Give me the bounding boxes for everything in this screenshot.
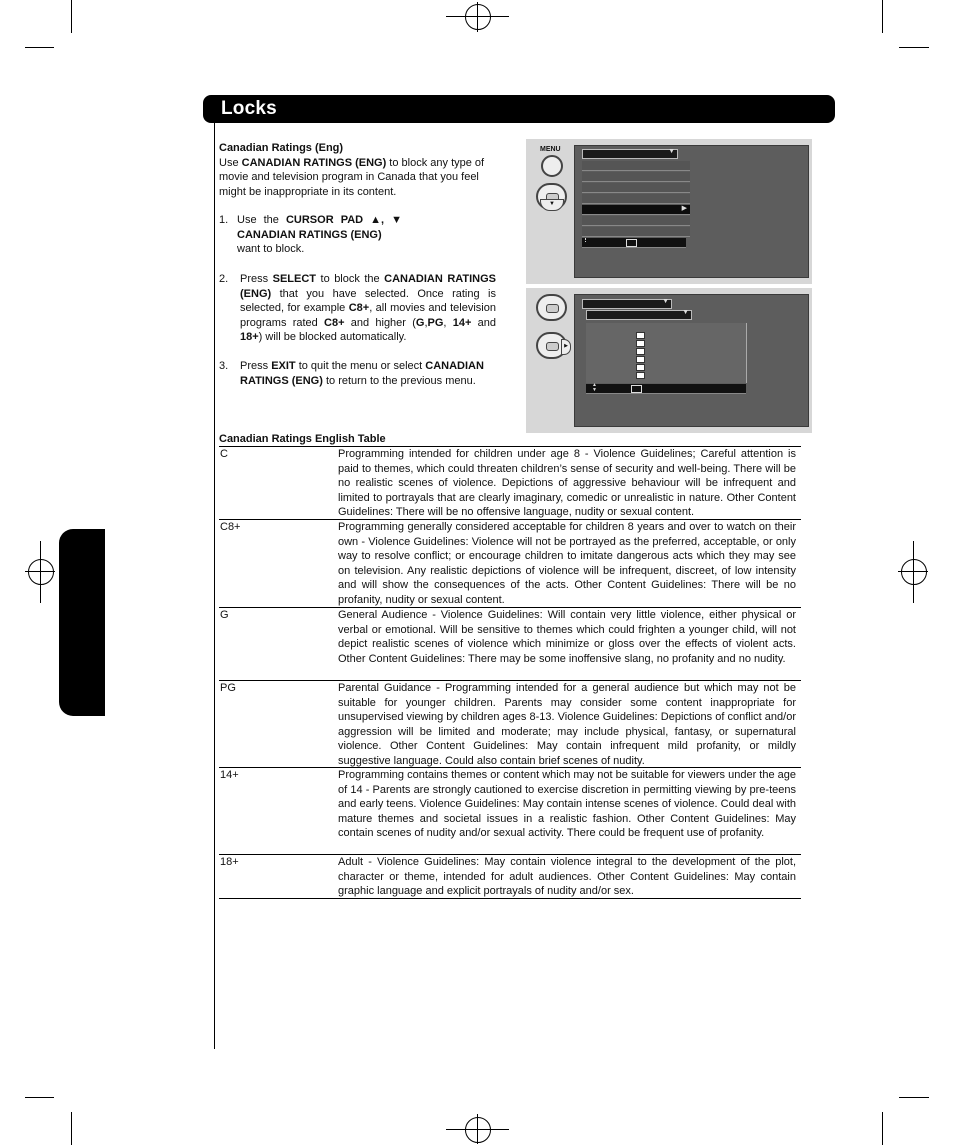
crop-mark [25,47,54,48]
crop-mark [882,0,883,33]
table-bottom-rule [219,898,801,899]
text-bold: G [415,316,425,329]
text-bold: EXIT [271,360,296,372]
crop-mark [71,0,72,33]
text: that you have selected. Once rating is selected, for example [240,287,496,315]
select-icon [626,239,637,247]
text-bold: 18+ [240,331,259,344]
text-bold: PG [427,316,444,329]
text: want to block. [237,243,305,256]
submenu-dropdown [586,310,692,320]
registration-mark [901,559,927,585]
step-text [237,213,407,257]
text-bold: C8+ [348,302,370,315]
rating-description: Adult - Violence Guidelines: May contain violence integral to the development of the plot, character or theme, intended for adult audiences. Other Content Guidelines: May contain graphic language and explicit portrayals of nudity and/or sex. [338,856,796,898]
crop-mark [71,1112,72,1145]
text: , [424,316,428,329]
table-row [219,854,801,899]
text: and higher ( [344,316,416,329]
step-text [240,359,496,388]
menu-row [582,183,690,193]
text-bold: CURSOR PAD ▲, ▼ [285,214,403,226]
margin-rule [214,123,215,1049]
table-title: Canadian Ratings English Table [219,433,386,445]
menu-row [582,227,690,237]
text: ) will be blocked automatically. [258,331,407,344]
right-arrow-icon: ▶ [561,339,571,355]
step-2 [219,272,496,347]
step-number: 2. [219,273,229,285]
menu-dropdown [582,299,672,309]
text-bold: SELECT [272,273,317,285]
text-bold: 14+ [452,316,472,329]
lock-icon [636,364,645,371]
ratings-list [586,323,747,383]
lock-icon [636,332,645,339]
menu-footer [586,384,746,394]
crop-mark [882,1112,883,1145]
tv-screen [574,294,809,427]
lock-icon [636,348,645,355]
intro-section [219,141,496,199]
menu-row [582,172,690,182]
text-bold: CANADIAN RATINGS (ENG) [240,360,484,387]
dropdown-arrow-icon: ▼ [668,148,675,155]
section-heading: Canadian Ratings (Eng) [219,142,344,154]
registration-mark [465,4,491,30]
text: and [471,316,496,329]
rating-code: C8+ [220,521,241,533]
text: to block any type of movie and television program in Canada that you feel might be inappropriate in its content. [219,156,485,198]
rating-description: Parental Guidance - Programming intended for a general audience but which may not be suitable for younger children. Parents may consider some content inappropriate for unsupervised viewing by children ages 8-13. Violence Guidelines: Depictions of conflict and/or aggression will be limited and moderate; may include physical, fantasy, or supernatural violence. Other Content Guidelines: May contain infrequent mild profanity, or mildly suggestive language. Could also contain brief scenes of nudity. [338,682,796,767]
rating-description: General Audience - Violence Guidelines: Will contain very little violence, either physical or verbal or emotional. Will be sensitive to themes which could frighten a younger child, will not depict realistic scenes of violence which minimize or gloss over the effects of violent acts. Other Content Guidelines: There may be some inoffensive slang, no profanity and no nudity. [338,609,796,665]
text-bold: CANADIAN RATINGS (ENG) [240,273,496,300]
text: Use [219,156,242,169]
section-header-bar [203,95,835,123]
cursor-pad-icon [536,294,567,321]
menu-footer [582,238,686,248]
lock-icon [636,356,645,363]
dropdown-arrow-icon: ▼ [662,298,669,305]
page-title: Locks [221,98,277,119]
text: to block the [316,273,385,285]
lock-icon [636,340,645,347]
text: , all movies and television programs rated [240,302,496,329]
table-row [219,519,801,608]
text-bold: CANADIAN RATINGS (ENG) [241,156,387,169]
rating-code: G [220,609,229,621]
rating-code: 18+ [220,856,239,868]
tv-screen [574,145,809,278]
menu-row [582,161,690,171]
text: Press [240,360,272,372]
text: , [443,316,453,329]
menu-row [582,216,690,226]
intro-paragraph [219,156,496,200]
table-row [219,446,801,520]
chevron-right-icon: ▶ [681,205,687,212]
table-row [219,607,801,681]
step-text [240,272,496,345]
select-icon [631,385,642,393]
menu-row-selected [582,205,690,215]
dropdown-arrow-icon: ▼ [682,309,689,316]
menu-button-label: MENU [540,146,561,153]
rating-description: Programming intended for children under age 8 - Violence Guidelines; Careful attention is paid to themes, which could threaten children’s sense of security and well-being. There will be no realistic scenes of violence. Depictions of aggressive behaviour will be infrequent and limited to portrayals that are clearly imaginary, comedic or unrealistic in nature. Other Content Guidelines: There will be no offensive language, nudity or sexual content. [338,448,796,519]
registration-mark [465,1117,491,1143]
text: to quit the menu or select [295,360,426,372]
step-number: 3. [219,360,229,372]
crop-mark [899,1097,929,1098]
menu-illustration-panel [526,139,812,284]
crop-mark [899,47,929,48]
step-3 [219,359,496,389]
text-bold: C8+ [324,316,345,329]
rating-code: PG [220,682,236,694]
lock-icon [636,372,645,379]
up-down-icon: ▲ ▼ [592,382,597,393]
down-arrow-icon: ▼ [540,199,564,211]
rating-code: C [220,448,228,460]
crop-mark [25,1097,54,1098]
menu-button [541,155,563,177]
navigation-icon [585,238,590,242]
step-number: 1. [219,214,229,226]
rating-description: Programming generally considered acceptable for children 8 years and over to watch on their own - Violence Guidelines: Violence will not be portrayed as the preferred, acceptable, or only way to resolve conflict; or encourage children to imitate dangerous acts which they may see on television. Any realistic depictions of violence will be infrequent, discreet, of low intensity and will show the consequences of the acts. Other Content Guidelines: There will be no profanity, nudity or sexual content. [338,521,796,606]
text: to return to the previous menu. [322,374,476,387]
side-tab [59,529,105,716]
text: Press [240,273,273,285]
rating-code: 14+ [220,769,239,781]
table-row [219,767,801,855]
step-1 [219,213,496,257]
registration-mark [28,559,54,585]
text: Use the [237,214,286,226]
ratings-illustration-panel [526,288,812,433]
menu-row [582,194,690,204]
table-row [219,680,801,768]
rating-description: Programming contains themes or content which may not be suitable for viewers under the age of 14 - Parents are strongly cautioned to exercise discretion in permitting viewing by pre-teens and early teens. Violence Guidelines: May contain intense scenes of violence. Could deal with mature themes and societal issues in a realistic fashion. Other Content Guidelines: May contain scenes of nudity and/or sexual activity. There could be frequent use of profanity. [338,769,796,840]
text-bold: CANADIAN RATINGS (ENG) [237,228,382,241]
menu-dropdown [582,149,678,159]
